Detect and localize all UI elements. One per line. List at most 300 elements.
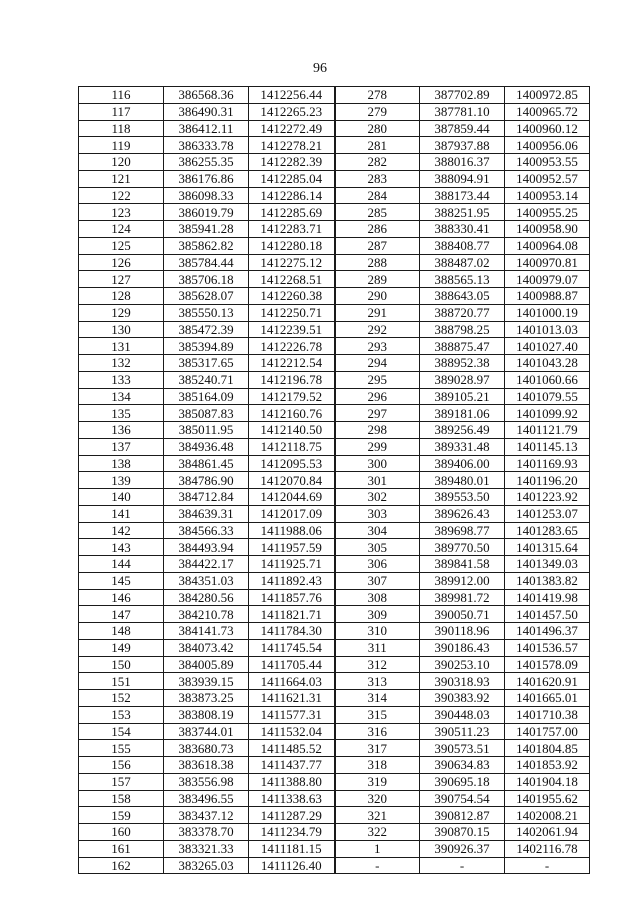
cell-x-coordinate: 384280.56 [164,589,249,606]
cell-y-coordinate: 1400979.07 [505,271,590,288]
cell-y-coordinate: 1401099.92 [505,405,590,422]
cell-y-coordinate: 1412160.76 [249,405,335,422]
cell-x-coordinate: 386255.35 [164,154,249,171]
cell-point-number: 310 [335,623,420,640]
cell-point-number: 155 [79,740,164,757]
cell-x-coordinate: 389698.77 [420,522,505,539]
cell-point-number: 319 [335,773,420,790]
cell-point-number: 154 [79,723,164,740]
cell-x-coordinate: 384422.17 [164,556,249,573]
cell-x-coordinate: 390253.10 [420,656,505,673]
cell-point-number: 120 [79,154,164,171]
cell-y-coordinate: 1412260.38 [249,288,335,305]
cell-y-coordinate: 1412250.71 [249,304,335,321]
cell-point-number: 315 [335,706,420,723]
coordinates-table-body [79,87,590,874]
cell-y-coordinate: 1401000.19 [505,304,590,321]
cell-y-coordinate: 1411664.03 [249,673,335,690]
cell-y-coordinate: 1401145.13 [505,438,590,455]
cell-x-coordinate: 390634.83 [420,757,505,774]
cell-y-coordinate: 1412285.04 [249,170,335,187]
cell-y-coordinate: 1412095.53 [249,455,335,472]
cell-point-number: 150 [79,656,164,673]
cell-point-number: 316 [335,723,420,740]
cell-point-number: 285 [335,204,420,221]
cell-y-coordinate: 1412268.51 [249,271,335,288]
cell-y-coordinate: 1412196.78 [249,371,335,388]
cell-y-coordinate: 1401710.38 [505,706,590,723]
cell-y-coordinate: 1401536.57 [505,639,590,656]
cell-x-coordinate: 388173.44 [420,187,505,204]
cell-x-coordinate: 389181.06 [420,405,505,422]
cell-x-coordinate: 389553.50 [420,489,505,506]
cell-point-number: 143 [79,539,164,556]
cell-x-coordinate: 388952.38 [420,355,505,372]
table-row [79,187,590,204]
cell-point-number: 159 [79,807,164,824]
cell-x-coordinate: 386019.79 [164,204,249,221]
cell-y-coordinate: 1401253.07 [505,505,590,522]
cell-point-number: 311 [335,639,420,656]
cell-y-coordinate: 1401955.62 [505,790,590,807]
cell-point-number: 121 [79,170,164,187]
cell-y-coordinate: 1401496.37 [505,623,590,640]
cell-point-number: 156 [79,757,164,774]
cell-point-number: 297 [335,405,420,422]
cell-point-number: 127 [79,271,164,288]
cell-x-coordinate: 388016.37 [420,154,505,171]
cell-x-coordinate: 388487.02 [420,254,505,271]
cell-y-coordinate: 1401383.82 [505,572,590,589]
cell-point-number: 293 [335,338,420,355]
cell-x-coordinate: 386490.31 [164,103,249,120]
cell-x-coordinate: 388875.47 [420,338,505,355]
cell-x-coordinate: 384210.78 [164,606,249,623]
cell-x-coordinate: 385941.28 [164,221,249,238]
cell-y-coordinate: 1411234.79 [249,824,335,841]
table-row [79,170,590,187]
cell-y-coordinate: - [505,857,590,874]
cell-x-coordinate: 389028.97 [420,371,505,388]
cell-y-coordinate: 1412239.51 [249,321,335,338]
cell-point-number: 289 [335,271,420,288]
table-row [79,706,590,723]
cell-y-coordinate: 1411181.15 [249,840,335,857]
cell-y-coordinate: 1411621.31 [249,690,335,707]
cell-y-coordinate: 1401419.98 [505,589,590,606]
cell-x-coordinate: 387702.89 [420,87,505,104]
cell-y-coordinate: 1401665.01 [505,690,590,707]
cell-x-coordinate: 390448.03 [420,706,505,723]
cell-y-coordinate: 1401169.93 [505,455,590,472]
cell-point-number: 135 [79,405,164,422]
cell-point-number: 146 [79,589,164,606]
cell-point-number: 123 [79,204,164,221]
cell-x-coordinate: 383873.25 [164,690,249,707]
table-row [79,87,590,104]
cell-x-coordinate: 388565.13 [420,271,505,288]
cell-point-number: 141 [79,505,164,522]
table-row [79,221,590,238]
cell-point-number: 128 [79,288,164,305]
table-row [79,505,590,522]
cell-y-coordinate: 1401904.18 [505,773,590,790]
table-row [79,137,590,154]
cell-point-number: 136 [79,422,164,439]
cell-x-coordinate: 390050.71 [420,606,505,623]
table-row [79,438,590,455]
cell-x-coordinate: 388408.77 [420,237,505,254]
cell-y-coordinate: 1400960.12 [505,120,590,137]
table-row [79,455,590,472]
cell-x-coordinate: 387781.10 [420,103,505,120]
cell-point-number: 288 [335,254,420,271]
cell-x-coordinate: 386412.11 [164,120,249,137]
cell-point-number: 278 [335,87,420,104]
cell-point-number: 151 [79,673,164,690]
cell-x-coordinate: 387937.88 [420,137,505,154]
cell-y-coordinate: 1401349.03 [505,556,590,573]
table-row [79,639,590,656]
cell-point-number: 139 [79,472,164,489]
cell-y-coordinate: 1401757.00 [505,723,590,740]
cell-y-coordinate: 1400965.72 [505,103,590,120]
cell-x-coordinate: 383556.98 [164,773,249,790]
cell-y-coordinate: 1411388.80 [249,773,335,790]
cell-x-coordinate: 384936.48 [164,438,249,455]
cell-x-coordinate: 383680.73 [164,740,249,757]
cell-point-number: 118 [79,120,164,137]
cell-y-coordinate: 1400953.55 [505,154,590,171]
table-row [79,539,590,556]
cell-y-coordinate: 1402008.21 [505,807,590,824]
cell-y-coordinate: 1400958.90 [505,221,590,238]
cell-point-number: 124 [79,221,164,238]
cell-point-number: 305 [335,539,420,556]
cell-y-coordinate: 1411532.04 [249,723,335,740]
table-row [79,103,590,120]
cell-y-coordinate: 1412212.54 [249,355,335,372]
table-row [79,489,590,506]
cell-x-coordinate: 383808.19 [164,706,249,723]
cell-point-number: 312 [335,656,420,673]
cell-x-coordinate: 385472.39 [164,321,249,338]
cell-x-coordinate: 383378.70 [164,824,249,841]
cell-y-coordinate: 1411338.63 [249,790,335,807]
table-row [79,422,590,439]
cell-x-coordinate: 390118.96 [420,623,505,640]
table-row [79,522,590,539]
cell-y-coordinate: 1412140.50 [249,422,335,439]
cell-point-number: 301 [335,472,420,489]
cell-point-number: 160 [79,824,164,841]
cell-x-coordinate: 390573.51 [420,740,505,757]
cell-x-coordinate: 383437.12 [164,807,249,824]
cell-point-number: 132 [79,355,164,372]
cell-point-number: 281 [335,137,420,154]
cell-x-coordinate: 390812.87 [420,807,505,824]
cell-point-number: 286 [335,221,420,238]
table-row [79,757,590,774]
cell-y-coordinate: 1401027.40 [505,338,590,355]
cell-point-number: 148 [79,623,164,640]
table-row [79,288,590,305]
table-row [79,204,590,221]
cell-x-coordinate: 388094.91 [420,170,505,187]
cell-x-coordinate: 385706.18 [164,271,249,288]
table-row [79,623,590,640]
cell-y-coordinate: 1412179.52 [249,388,335,405]
cell-y-coordinate: 1400956.06 [505,137,590,154]
cell-y-coordinate: 1401013.03 [505,321,590,338]
cell-x-coordinate: 385087.83 [164,405,249,422]
cell-y-coordinate: 1401196.20 [505,472,590,489]
cell-point-number: 306 [335,556,420,573]
cell-x-coordinate: 385394.89 [164,338,249,355]
cell-point-number: 314 [335,690,420,707]
cell-y-coordinate: 1401060.66 [505,371,590,388]
cell-x-coordinate: 384073.42 [164,639,249,656]
table-row [79,807,590,824]
cell-point-number: 145 [79,572,164,589]
cell-y-coordinate: 1400955.25 [505,204,590,221]
cell-x-coordinate: 385164.09 [164,388,249,405]
cell-y-coordinate: 1401283.65 [505,522,590,539]
cell-y-coordinate: 1412275.12 [249,254,335,271]
cell-y-coordinate: 1411925.71 [249,556,335,573]
cell-x-coordinate: 384712.84 [164,489,249,506]
cell-point-number: 317 [335,740,420,757]
table-row [79,388,590,405]
cell-point-number: 295 [335,371,420,388]
cell-x-coordinate: 387859.44 [420,120,505,137]
cell-x-coordinate: 389841.58 [420,556,505,573]
cell-point-number: 318 [335,757,420,774]
page-number: 96 [313,61,327,76]
cell-point-number: - [335,857,420,874]
cell-x-coordinate: 384786.90 [164,472,249,489]
cell-point-number: 149 [79,639,164,656]
cell-x-coordinate: 384566.33 [164,522,249,539]
table-row [79,656,590,673]
cell-point-number: 125 [79,237,164,254]
cell-y-coordinate: 1411705.44 [249,656,335,673]
cell-x-coordinate: 383744.01 [164,723,249,740]
cell-x-coordinate: 390511.23 [420,723,505,740]
cell-point-number: 142 [79,522,164,539]
cell-x-coordinate: - [420,857,505,874]
cell-x-coordinate: 386098.33 [164,187,249,204]
cell-x-coordinate: 389626.43 [420,505,505,522]
cell-point-number: 140 [79,489,164,506]
cell-y-coordinate: 1400970.81 [505,254,590,271]
cell-y-coordinate: 1411892.43 [249,572,335,589]
cell-x-coordinate: 385550.13 [164,304,249,321]
cell-point-number: 321 [335,807,420,824]
cell-y-coordinate: 1411784.30 [249,623,335,640]
cell-point-number: 280 [335,120,420,137]
cell-y-coordinate: 1411126.40 [249,857,335,874]
cell-y-coordinate: 1412286.14 [249,187,335,204]
cell-x-coordinate: 383321.33 [164,840,249,857]
cell-x-coordinate: 390754.54 [420,790,505,807]
table-row [79,773,590,790]
cell-y-coordinate: 1412280.18 [249,237,335,254]
cell-y-coordinate: 1412265.23 [249,103,335,120]
cell-point-number: 138 [79,455,164,472]
cell-y-coordinate: 1411287.29 [249,807,335,824]
cell-point-number: 133 [79,371,164,388]
cell-point-number: 161 [79,840,164,857]
cell-y-coordinate: 1412017.09 [249,505,335,522]
cell-x-coordinate: 388720.77 [420,304,505,321]
cell-point-number: 322 [335,824,420,841]
cell-y-coordinate: 1400964.08 [505,237,590,254]
cell-y-coordinate: 1411821.71 [249,606,335,623]
cell-point-number: 126 [79,254,164,271]
cell-y-coordinate: 1401079.55 [505,388,590,405]
cell-y-coordinate: 1412118.75 [249,438,335,455]
table-row [79,321,590,338]
table-row [79,355,590,372]
cell-x-coordinate: 389331.48 [420,438,505,455]
cell-y-coordinate: 1401620.91 [505,673,590,690]
table-row [79,740,590,757]
cell-point-number: 296 [335,388,420,405]
cell-x-coordinate: 390870.15 [420,824,505,841]
cell-x-coordinate: 390695.18 [420,773,505,790]
cell-y-coordinate: 1412285.69 [249,204,335,221]
cell-point-number: 137 [79,438,164,455]
table-row [79,304,590,321]
cell-y-coordinate: 1411485.52 [249,740,335,757]
table-row [79,237,590,254]
cell-point-number: 153 [79,706,164,723]
cell-x-coordinate: 383618.38 [164,757,249,774]
cell-y-coordinate: 1400953.14 [505,187,590,204]
cell-point-number: 300 [335,455,420,472]
cell-point-number: 144 [79,556,164,573]
cell-x-coordinate: 385240.71 [164,371,249,388]
table-row [79,840,590,857]
cell-x-coordinate: 389912.00 [420,572,505,589]
cell-x-coordinate: 384351.03 [164,572,249,589]
cell-x-coordinate: 384639.31 [164,505,249,522]
cell-x-coordinate: 386333.78 [164,137,249,154]
coordinates-table [78,86,590,874]
cell-y-coordinate: 1401853.92 [505,757,590,774]
cell-x-coordinate: 383939.15 [164,673,249,690]
cell-y-coordinate: 1412272.49 [249,120,335,137]
cell-point-number: 298 [335,422,420,439]
table-row [79,673,590,690]
cell-y-coordinate: 1411957.59 [249,539,335,556]
cell-point-number: 147 [79,606,164,623]
cell-x-coordinate: 389105.21 [420,388,505,405]
cell-x-coordinate: 384493.94 [164,539,249,556]
cell-point-number: 320 [335,790,420,807]
cell-y-coordinate: 1411745.54 [249,639,335,656]
cell-x-coordinate: 383496.55 [164,790,249,807]
cell-y-coordinate: 1402116.78 [505,840,590,857]
cell-point-number: 157 [79,773,164,790]
cell-point-number: 134 [79,388,164,405]
table-row [79,338,590,355]
cell-x-coordinate: 383265.03 [164,857,249,874]
cell-point-number: 117 [79,103,164,120]
cell-x-coordinate: 389981.72 [420,589,505,606]
cell-x-coordinate: 385011.95 [164,422,249,439]
table-row [79,723,590,740]
table-row [79,254,590,271]
cell-point-number: 292 [335,321,420,338]
table-row [79,572,590,589]
cell-x-coordinate: 389480.01 [420,472,505,489]
cell-y-coordinate: 1411988.06 [249,522,335,539]
cell-y-coordinate: 1401121.79 [505,422,590,439]
cell-y-coordinate: 1412226.78 [249,338,335,355]
table-row [79,371,590,388]
cell-point-number: 122 [79,187,164,204]
cell-y-coordinate: 1412256.44 [249,87,335,104]
cell-point-number: 307 [335,572,420,589]
cell-x-coordinate: 388798.25 [420,321,505,338]
cell-point-number: 303 [335,505,420,522]
table-row [79,606,590,623]
cell-point-number: 313 [335,673,420,690]
cell-x-coordinate: 390186.43 [420,639,505,656]
cell-x-coordinate: 384005.89 [164,656,249,673]
cell-y-coordinate: 1400972.85 [505,87,590,104]
cell-x-coordinate: 390318.93 [420,673,505,690]
cell-y-coordinate: 1401457.50 [505,606,590,623]
cell-x-coordinate: 388330.41 [420,221,505,238]
cell-point-number: 130 [79,321,164,338]
cell-point-number: 283 [335,170,420,187]
cell-y-coordinate: 1412278.21 [249,137,335,154]
cell-point-number: 299 [335,438,420,455]
cell-point-number: 308 [335,589,420,606]
cell-y-coordinate: 1401804.85 [505,740,590,757]
cell-y-coordinate: 1401223.92 [505,489,590,506]
cell-x-coordinate: 390383.92 [420,690,505,707]
cell-y-coordinate: 1400988.87 [505,288,590,305]
cell-x-coordinate: 385784.44 [164,254,249,271]
table-row [79,790,590,807]
cell-point-number: 158 [79,790,164,807]
cell-x-coordinate: 385317.65 [164,355,249,372]
cell-x-coordinate: 388251.95 [420,204,505,221]
table-row [79,271,590,288]
cell-y-coordinate: 1402061.94 [505,824,590,841]
cell-y-coordinate: 1412044.69 [249,489,335,506]
table-row [79,556,590,573]
cell-x-coordinate: 384861.45 [164,455,249,472]
cell-y-coordinate: 1412283.71 [249,221,335,238]
cell-y-coordinate: 1401043.28 [505,355,590,372]
cell-y-coordinate: 1401578.09 [505,656,590,673]
cell-point-number: 119 [79,137,164,154]
table-row [79,824,590,841]
table-row [79,154,590,171]
cell-y-coordinate: 1401315.64 [505,539,590,556]
cell-point-number: 116 [79,87,164,104]
table-row [79,120,590,137]
cell-point-number: 302 [335,489,420,506]
cell-y-coordinate: 1411577.31 [249,706,335,723]
cell-point-number: 291 [335,304,420,321]
cell-x-coordinate: 389256.49 [420,422,505,439]
